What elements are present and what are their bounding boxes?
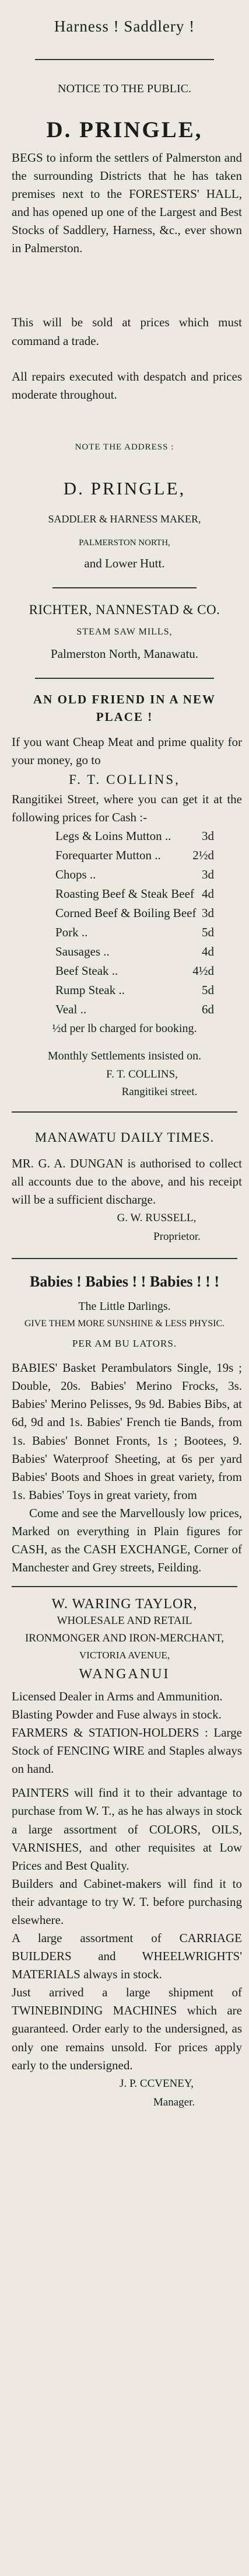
- ad-title: RICHTER, NANNESTAD & CO.: [29, 602, 220, 617]
- ad-town: WANGANUI: [79, 1667, 170, 1682]
- price-item-value: 6d: [202, 1002, 214, 1016]
- waring-taylor-advertisement: [0, 1587, 249, 2112]
- ad-location: Palmerston North, Manawatu.: [50, 646, 199, 661]
- ad-subtitle: WHOLESALE AND RETAIL IRONMONGER AND IRON-MERCHANT,: [24, 1615, 225, 1644]
- town-line-2: and Lower Hutt.: [84, 556, 165, 570]
- price-row: [0, 884, 249, 904]
- price-item-value: 3d: [202, 867, 214, 881]
- price-item-label: Rump Steak ..: [55, 982, 125, 997]
- ad-title: Babies ! Babies ! ! Babies ! ! !: [30, 1273, 219, 1291]
- price-item-value: 4½d: [192, 963, 214, 978]
- ad-title: AN OLD FRIEND IN A NEW PLACE !: [33, 692, 216, 724]
- price-row: [0, 846, 249, 865]
- signature-street: Rangitikei street.: [121, 1085, 198, 1098]
- price-item-value: 5d: [202, 982, 214, 997]
- trade-line: SADDLER & HARNESS MAKER,: [48, 513, 201, 525]
- babies-advertisement: [0, 1259, 249, 1587]
- price-row: [0, 865, 249, 884]
- price-row: [0, 961, 249, 981]
- richter-advertisement: [0, 588, 249, 679]
- price-item-label: Forequarter Mutton ..: [55, 848, 161, 862]
- price-row: [0, 923, 249, 942]
- price-item-label: Corned Beef & Boiling Beef: [55, 905, 197, 920]
- signature: F. T. COLLINS,: [106, 1068, 178, 1080]
- fencing-wire: FARMERS & STATION-HOLDERS : Large Stock of FENCING WIRE and Staples always on hand.: [12, 1726, 242, 1776]
- price-item-label: Pork ..: [55, 925, 88, 939]
- ad-intro: If you want Cheap Meat and prime quality for your money, go to: [12, 734, 242, 767]
- signature-role: Proprietor.: [153, 1231, 201, 1243]
- ad-body-3: All repairs executed with despatch and prices moderate throughout.: [12, 369, 242, 402]
- twinebinding-note: Just arrived a large shipment of TWINEBINDING MACHINES which are guaranteed. Order early to the undersigned, as only one remains unsold. For prices apply early to the undersigned.: [12, 1985, 242, 2072]
- builders-note: Builders and Cabinet-makers will find it to their advantage to try W. T. before purchasing elsewhere.: [12, 1876, 242, 1927]
- booking-note: ½d per lb charged for booking.: [52, 1022, 197, 1035]
- price-item-label: Legs & Loins Mutton ..: [55, 828, 171, 843]
- price-row: [0, 1000, 249, 1019]
- address-note: NOTE THE ADDRESS :: [75, 442, 174, 452]
- ad-subtitle-2: GIVE THEM MORE SUNSHINE & LESS PHYSIC.: [24, 1319, 225, 1329]
- price-row: [0, 981, 249, 1000]
- price-item-value: 4d: [202, 886, 214, 901]
- ad-body-2: This will be sold at prices which must command a trade.: [12, 315, 242, 348]
- advertiser-name: D. PRINGLE,: [46, 117, 203, 142]
- ad-location: Rangitikei Street, where you can get it at the following prices for Cash :-: [12, 792, 242, 824]
- price-item-value: 5d: [202, 925, 214, 939]
- price-item-label: Roasting Beef & Steak Beef: [55, 886, 194, 901]
- ad-body: BABIES' Basket Perambulators Single, 19s ; Double, 20s. Babies' Merino Frocks, 3s. Babies' Merino Pelisses, 9s 9d. Babies Bibs, at 6d, 9d and 1s. Babies' French tie Bands, from 1s. Babies' Bonnet Fronts, 1s ; Bootees, 9. Babies' Waterproof Sheeting, at 6s per yard Babies' Boots and Shoes in great variety, from 1s. Babies' Toys in great variety, from: [12, 1361, 242, 1502]
- signature: G. W. RUSSELL,: [117, 1212, 197, 1225]
- ad-subtitle-3: PER AM BU LATORS.: [72, 1338, 177, 1350]
- carriage-note: A large assortment of CARRIAGE BUILDERS and WHEELWRIGHTS' MATERIALS always in stock.: [12, 1931, 242, 1982]
- price-item-label: Beef Steak ..: [55, 963, 118, 978]
- blasting-powder: Blasting Powder and Fuse always in stock.: [12, 1707, 222, 1722]
- price-item-value: 3d: [202, 905, 214, 920]
- licensed-dealer: Licensed Dealer in Arms and Ammunition.: [12, 1689, 223, 1704]
- collins-advertisement: [0, 679, 249, 1113]
- ad-heading: Harness ! Saddlery !: [54, 18, 195, 35]
- price-item-value: 4d: [202, 944, 214, 958]
- price-row: [0, 942, 249, 961]
- price-row: [0, 904, 249, 923]
- settlement-note: Monthly Settlements insisted on.: [47, 1049, 202, 1062]
- price-item-value: 3d: [202, 828, 214, 843]
- price-item-label: Sausages ..: [55, 944, 110, 958]
- price-list: [0, 827, 249, 1019]
- ad-title: MANAWATU DAILY TIMES.: [34, 1130, 215, 1145]
- signature: J. P. CCVENEY,: [120, 2077, 194, 2090]
- price-item-label: Veal ..: [55, 1002, 87, 1016]
- ad-body: BEGS to inform the settlers of Palmerston and the surrounding Districts that he has taken premises next to the FORESTERS' HALL, and has opened up one of the Largest and Best Stocks of Saddlery, Harness, &c., ever shown in Palmerston.: [12, 151, 242, 256]
- price-item-label: Chops ..: [55, 867, 96, 881]
- ad-location: VICTORIA AVENUE,: [79, 1650, 170, 1661]
- daily-times-advertisement: [0, 1113, 249, 1259]
- ad-body-2: Come and see the Marvellously low prices, Marked on everything in Plain figures for CASH, as the CASH EXCHANGE, Corner of Manchester and Grey streets, Feilding.: [12, 1505, 242, 1575]
- ad-subtitle: STEAM SAW MILLS,: [76, 626, 173, 637]
- ad-title: W. WARING TAYLOR,: [51, 1597, 198, 1612]
- butcher-name: F. T. COLLINS,: [69, 772, 180, 787]
- painters-note: PAINTERS will find it to their advantage to purchase from W. T., as he has always in stock a large assortment of COLORS, OILS, VARNISHES, and other requisites at Low Prices and Best Quality.: [12, 1786, 242, 1873]
- notice-heading: NOTICE TO THE PUBLIC.: [58, 82, 191, 95]
- price-item-value: 2½d: [192, 848, 214, 862]
- ad-subtitle: The Little Darlings.: [78, 1300, 171, 1313]
- town-line: PALMERSTON NORTH,: [79, 538, 170, 548]
- price-row: [0, 827, 249, 846]
- pringle-advertisement: [0, 0, 249, 588]
- advertiser-name-2: D. PRINGLE,: [63, 477, 186, 499]
- signature-role: Manager.: [153, 2096, 195, 2108]
- ad-body: MR. G. A. DUNGAN is authorised to collect all accounts due to the above, and his receipt will be a sufficient discharge.: [12, 1156, 242, 1207]
